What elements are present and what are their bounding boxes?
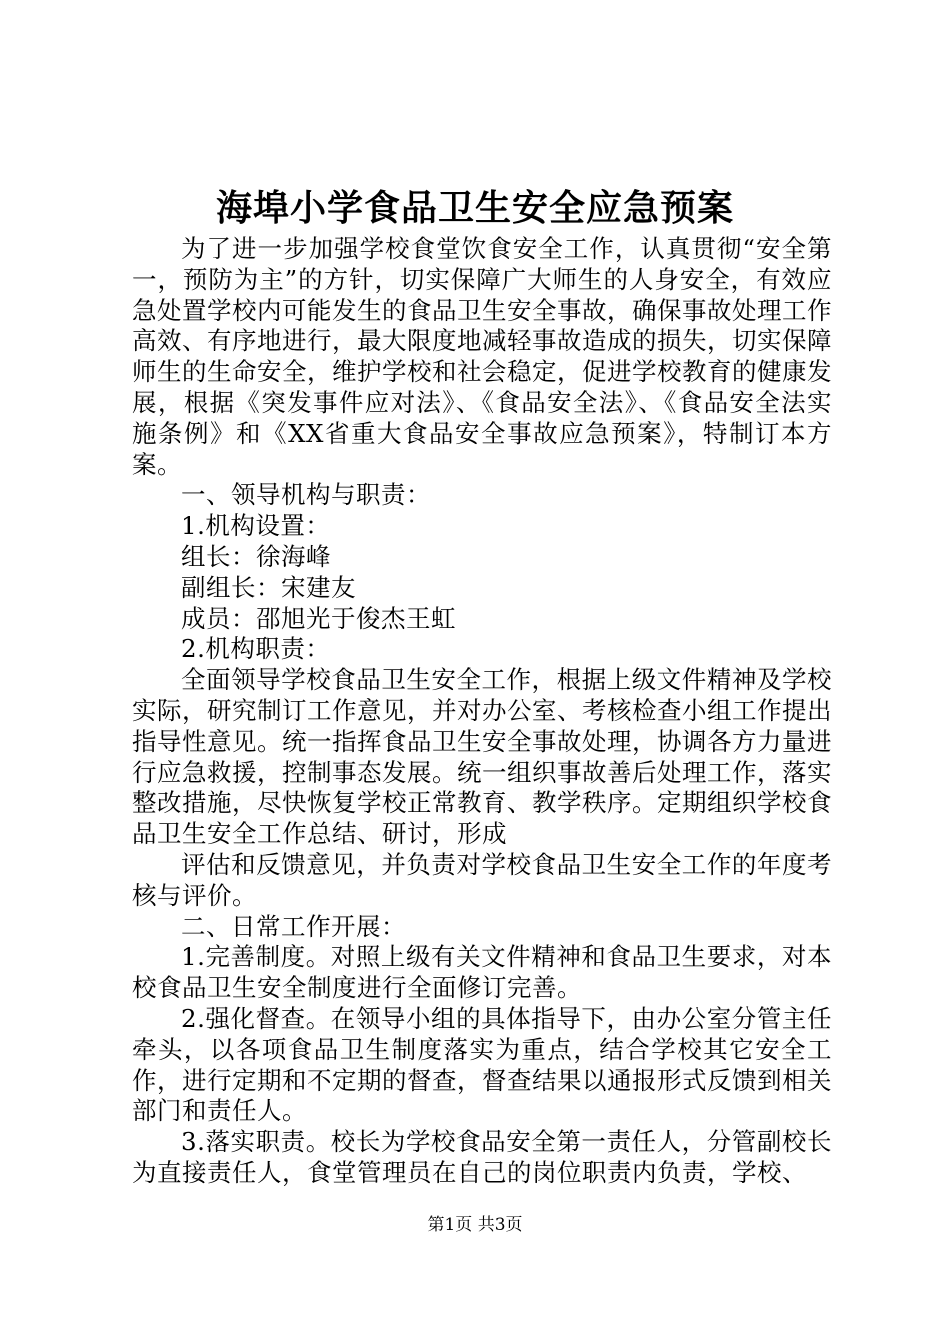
page-footer: 第1页 共3页 [427,1215,523,1235]
item-implement-responsibility: 3.落实职责。校长为学校食品安全第一责任人，分管副校长为直接责任人，食堂管理员在自己的岗位职责内负责，学校、 [132,1127,832,1187]
item-improve-system: 1.完善制度。对照上级有关文件精神和食品卫生要求，对本校食品卫生安全制度进行全面修订完善。 [132,942,832,1003]
section-heading-leadership: 一、领导机构与职责： [181,480,431,510]
document-title: 海埠小学食品卫生安全应急预案 [215,187,734,229]
section-heading-daily-work: 二、日常工作开展： [181,911,406,941]
intro-paragraph: 为了进一步加强学校食堂饮食安全工作，认真贯彻“安全第一，预防为主”的方针，切实保障广大师生的人身安全，有效应急处置学校内可能发生的食品卫生安全事故，确保事故处理工作高效、有序地进行，最大限度地减轻事故造成的损失，切实保障师生的生命安全，维护学校和社会稳定，促进学校教育的健康发展，根据《突发事件应对法》、《食品安全法》、《食品安全法实施条例》和《XX省重大食品安全事故应急预案》，特制订本方案。 [132,234,832,479]
subheading-organization-setup: 1.机构设置： [181,511,331,541]
item-strengthen-supervision: 2.强化督查。在领导小组的具体指导下，由办公室分管主任牵头，以各项食品卫生制度落实为重点，结合学校其它安全工作，进行定期和不定期的督查，督查结果以通报形式反馈到相关部门和责任人。 [132,1003,832,1126]
evaluation-paragraph: 评估和反馈意见，并负责对学校食品卫生安全工作的年度考核与评价。 [132,849,832,910]
members-line: 成员：邵旭光于俊杰王虹 [181,603,456,633]
subheading-organization-duties: 2.机构职责： [181,634,331,664]
team-leader-line: 组长：徐海峰 [181,541,331,571]
document-body [132,234,832,1189]
deputy-leader-line: 副组长：宋建友 [181,572,356,602]
duties-paragraph: 全面领导学校食品卫生安全工作，根据上级文件精神及学校实际，研究制订工作意见，并对办公室、考核检查小组工作提出指导性意见。统一指挥食品卫生安全事故处理，协调各方力量进行应急救援，控制事态发展。统一组织事故善后处理工作，落实整改措施，尽快恢复学校正常教育、教学秩序。定期组织学校食品卫生安全工作总结、研讨，形成 [132,665,832,849]
